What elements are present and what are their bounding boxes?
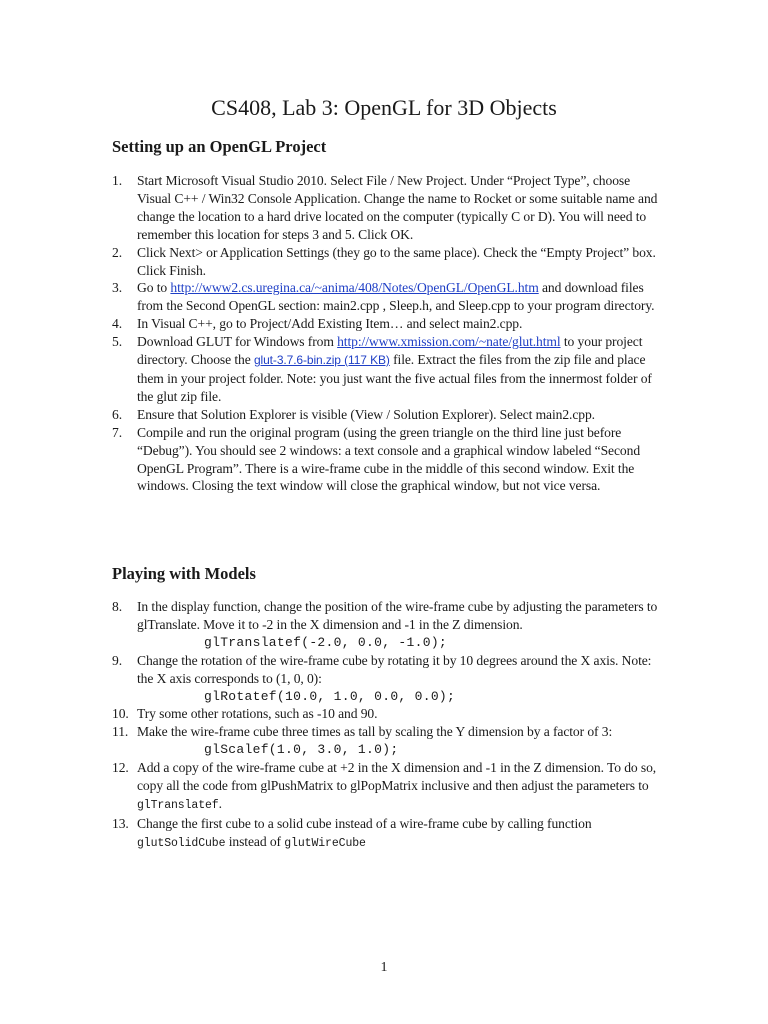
page-number: 1 [380,960,388,975]
list-item [112,598,660,652]
item-text: In Visual C++, go to Project/Add Existing Item… and select main2.cpp. [137,316,523,332]
item-text: Add a copy of the wire-frame cube at +2 in the X dimension and -1 in the Z dimension. To do so, copy all the code from glPushMatrix to glPopMatrix inclusive and then adjust the parameters to [137,760,657,794]
item-text-post: file. Extract the files from the zip file and place them in your project folder. Note: you just want the five actual files from the innermost folder of the glut zip file. [137,352,652,404]
glut-page-link[interactable]: http://www.xmission.com/~nate/glut.html [337,334,561,350]
item-number: 9. [112,652,122,668]
item-text: Try some other rotations, such as -10 and 90. [137,706,378,722]
section-heading-setup: Setting up an OpenGL Project [112,137,327,156]
item-text: Start Microsoft Visual Studio 2010. Select File / New Project. Under “Project Type”, choose Visual C++ / Win32 Console Application. Change the name to Rocket or some suitable name and change the location to a hard drive located on the computer (typically C or D). You will need to remember this location for steps 3 and 5. Click OK. [137,173,658,242]
item-text: In the display function, change the position of the wire-frame cube by adjusting the parameters to glTranslate. Move it to -2 in the X dimension and -1 in the Z dimension. [137,599,658,632]
inline-code: glutWireCube [284,836,366,850]
list-item [112,723,660,759]
inline-code: glTranslatef [137,798,219,812]
item-text: Make the wire-frame cube three times as tall by scaling the Y dimension by a factor of 3: [137,724,613,740]
item-text-pre: Go to [137,280,171,296]
glut-zip-link[interactable]: glut-3.7.6-bin.zip (117 KB) [253,353,390,368]
item-text-mid: instead of [225,833,285,849]
item-number: 6. [112,406,122,422]
item-number: 3. [112,280,122,296]
list-item [112,244,660,280]
models-steps-list [112,598,660,853]
item-number: 13. [112,815,129,831]
list-item [112,652,660,706]
code-snippet: glTranslatef(-2.0, 0.0, -1.0); [204,634,448,650]
opengl-notes-link[interactable]: http://www2.cs.uregina.ca/~anima/408/Notes/OpenGL/OpenGL.htm [170,280,539,296]
item-number: 5. [112,334,122,350]
item-number: 11. [112,724,129,740]
list-item [112,424,660,496]
item-number: 7. [112,424,122,440]
item-number: 2. [112,244,122,260]
list-item [112,406,660,424]
item-number: 10. [112,706,129,722]
page-title: CS408, Lab 3: OpenGL for 3D Objects [211,95,557,120]
list-item [112,815,660,853]
item-text-mid: to your project directory. Choose the [137,334,643,368]
code-snippet: glRotatef(10.0, 1.0, 0.0, 0.0); [204,688,456,704]
item-text: Change the first cube to a solid cube instead of a wire-frame cube by calling function [137,815,592,831]
item-text: Compile and run the original program (using the green triangle on the third line just before “Debug”). You should see 2 windows: a text console and a graphical window labeled “Second OpenGL Program”. There is a wire-frame cube in the middle of this second window. Exit the windows. Closing the text window will close the graphical window, but not vice versa. [137,424,641,494]
item-number: 12. [112,760,129,776]
list-item [112,333,660,406]
inline-code: glutSolidCube [137,836,226,850]
list-item [112,315,660,333]
list-item [112,279,660,315]
item-text-post: and download files from the Second OpenGL section: main2.cpp , Sleep.h, and Sleep.cpp to your program directory. [137,280,655,314]
item-text: Click Next> or Application Settings (they go to the same place). Check the “Empty Project” box. Click Finish. [137,244,656,278]
item-text: Change the rotation of the wire-frame cube by rotating it by 10 degrees around the X axis. Note: the X axis corresponds to (1, 0, 0): [137,652,652,686]
item-text-post: . [218,795,222,811]
list-item [112,759,660,815]
item-number: 4. [112,316,122,332]
list-item [112,705,660,723]
section-heading-models: Playing with Models [112,564,256,583]
item-text-pre: Download GLUT for Windows from [137,334,338,350]
item-text: Ensure that Solution Explorer is visible (View / Solution Explorer). Select main2.cpp. [137,406,595,422]
item-number: 1. [112,173,122,188]
list-item [112,172,660,244]
item-number: 8. [112,599,122,614]
code-snippet: glScalef(1.0, 3.0, 1.0); [204,742,399,758]
setup-steps-list [112,172,660,495]
